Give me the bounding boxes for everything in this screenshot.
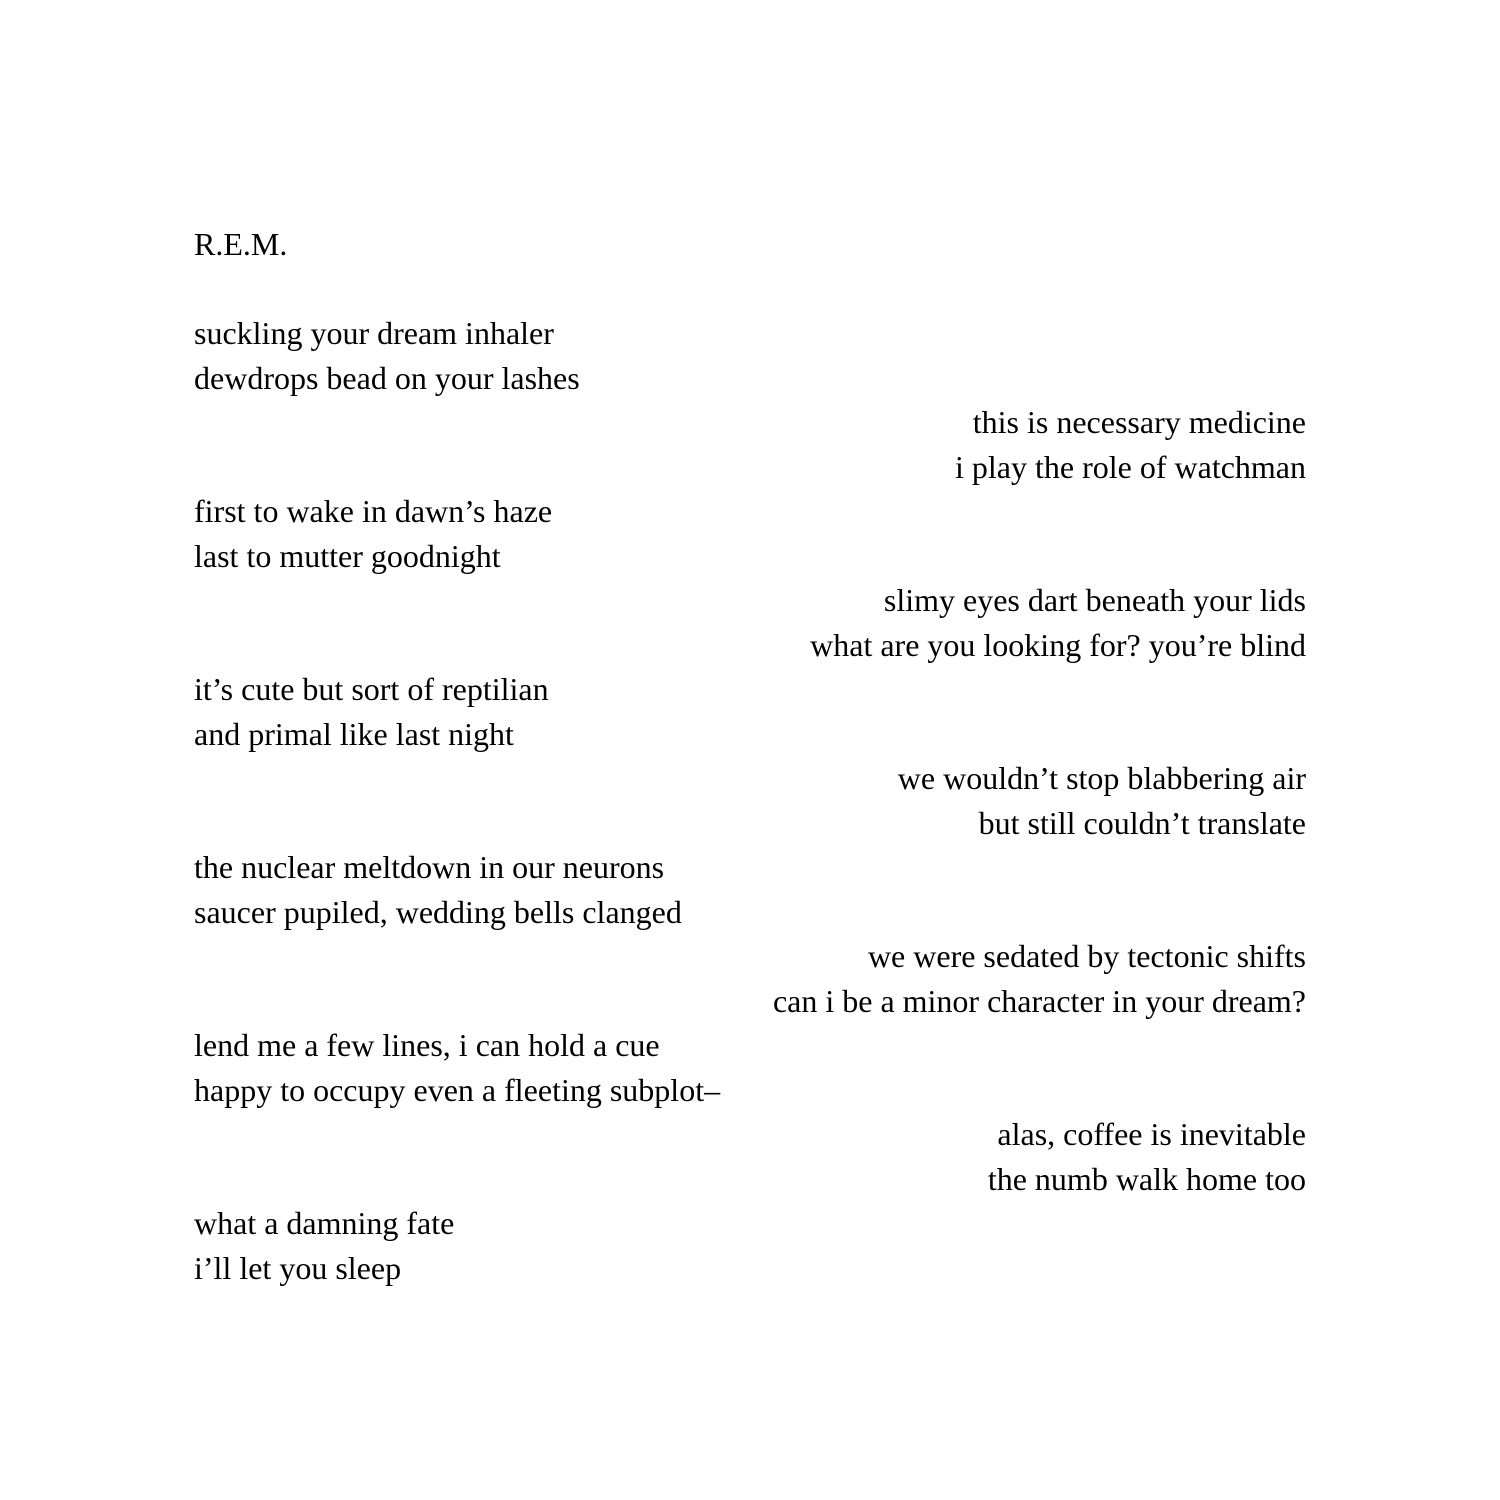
poem-title: R.E.M.: [194, 226, 288, 262]
poem-line: dewdrops bead on your lashes: [194, 359, 580, 396]
poem-line: it’s cute but sort of reptilian: [194, 671, 549, 707]
poem-body: [194, 311, 1306, 1290]
poem-line: the nuclear meltdown in our neurons: [194, 849, 665, 885]
poem-line: suckling your dream inhaler: [194, 315, 554, 351]
poem-line: the numb walk home too: [987, 1160, 1306, 1197]
poem-line: saucer pupiled, wedding bells clanged: [194, 893, 682, 930]
poem-line: we were sedated by tectonic shifts: [867, 938, 1306, 974]
poem-line: happy to occupy even a fleeting subplot–: [194, 1071, 721, 1108]
poem-line: we wouldn’t stop blabbering air: [897, 760, 1306, 796]
poem-line: slimy eyes dart beneath your lids: [883, 582, 1306, 618]
poem-line: i’ll let you sleep: [194, 1249, 402, 1286]
poem-line: lend me a few lines, i can hold a cue: [194, 1027, 660, 1063]
poem-line: what a damning fate: [194, 1205, 455, 1241]
poem-line: first to wake in dawn’s haze: [194, 493, 553, 529]
poem-line: i play the role of watchman: [955, 448, 1306, 485]
poem-line: can i be a minor character in your dream?: [772, 982, 1306, 1019]
poem-line: this is necessary medicine: [972, 404, 1306, 440]
poem-line: but still couldn’t translate: [978, 804, 1306, 841]
poem-line: last to mutter goodnight: [194, 537, 501, 574]
poem-line: what are you looking for? you’re blind: [810, 626, 1306, 663]
poem-line: and primal like last night: [194, 715, 514, 752]
poem-line: alas, coffee is inevitable: [997, 1116, 1306, 1152]
